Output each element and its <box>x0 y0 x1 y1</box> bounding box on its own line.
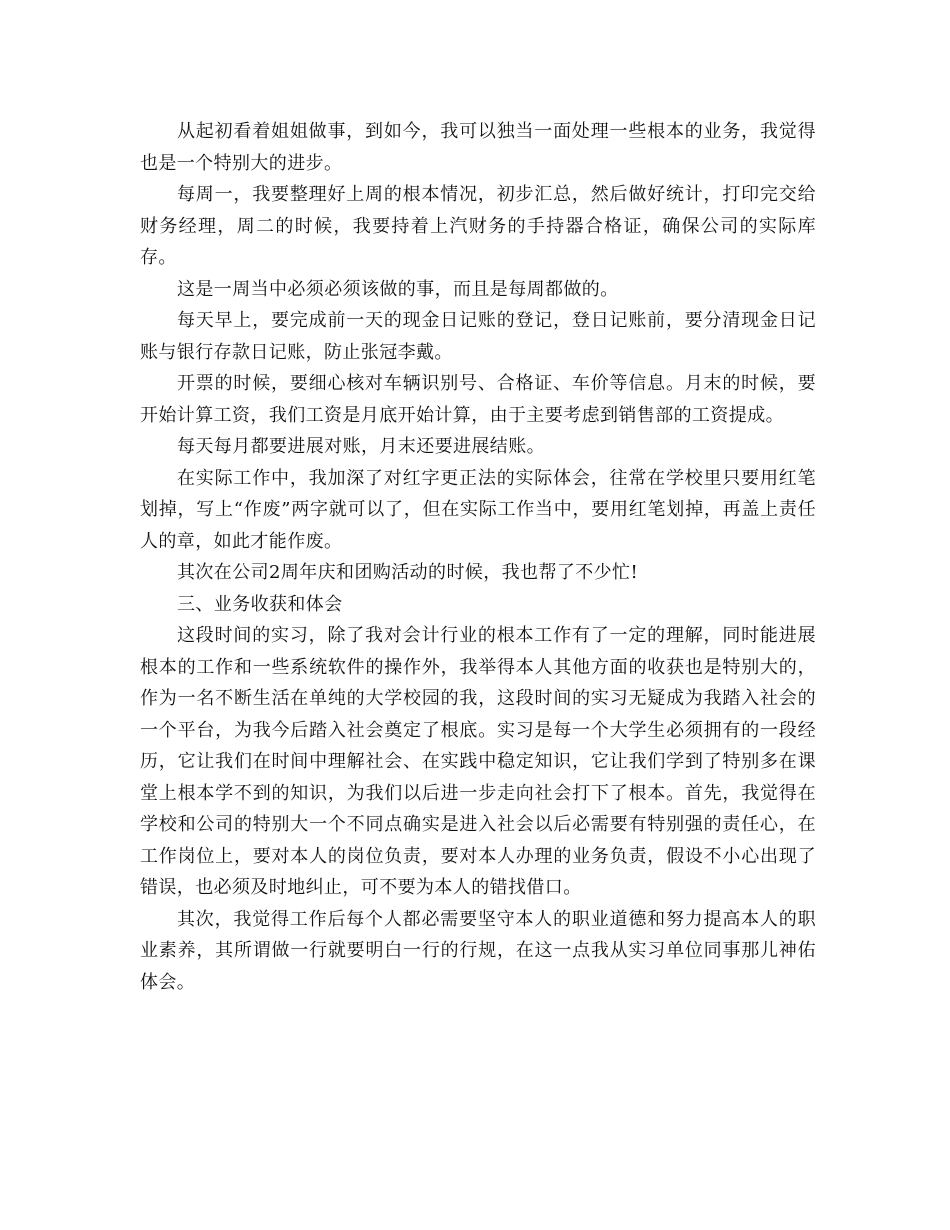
paragraph-11: 其次，我觉得工作后每个人都必需要坚守本人的职业道德和努力提高本人的职业素养，其所谓做一行就要明白一行的行规，在这一点我从实习单位同事那儿神佑体会。 <box>140 908 816 993</box>
paragraph-8: 其次在公司2周年庆和团购活动的时候，我也帮了不少忙! <box>177 562 639 583</box>
paragraph-10: 这段时间的实习，除了我对会计行业的根本工作有了一定的理解，同时能进展根本的工作和一些系统软件的操作外，我举得本人其他方面的收获也是特别大的，作为一名不断生活在单纯的大学校园的我，这段时间的实习无疑成为我踏入社会的一个平台，为我今后踏入社会奠定了根底。实习是每一个大学生必须拥有的一段经历，它让我们在时间中理解社会、在实践中稳定知识，它让我们学到了特别多在课堂上根本学不到的知识，为我们以后进一步走向社会打下了根本。首先，我觉得在学校和公司的特别大一个不同点确实是进入社会以后必需要有特别强的责任心，在工作岗位上，要对本人的岗位负责，要对本人办理的业务负责，假设不小心出现了错误，也必须及时地纠止，可不要为本人的错找借口。 <box>140 625 816 898</box>
paragraph-6: 每天每月都要进展对账，月末还要进展结账。 <box>177 436 545 457</box>
document-body <box>140 116 816 998</box>
paragraph-2: 每周一，我要整理好上周的根本情况，初步汇总，然后做好统计，打印完交给财务经理，周二的时候，我要持着上汽财务的手持器合格证，确保公司的实际库存。 <box>140 184 816 268</box>
paragraph-1: 从起初看着姐姐做事，到如今，我可以独当一面处理一些根本的业务，我觉得也是一个特别大的进步。 <box>140 121 816 174</box>
paragraph-5: 开票的时候，要细心核对车辆识别号、合格证、车价等信息。月末的时候，要开始计算工资，我们工资是月底开始计算，由于主要考虑到销售部的工资提成。 <box>140 373 816 426</box>
paragraph-4: 每天早上，要完成前一天的现金日记账的登记，登日记账前，要分清现金日记账与银行存款日记账，防止张冠李戴。 <box>140 310 816 363</box>
section-heading: 三、业务收获和体会 <box>177 593 343 615</box>
paragraph-3: 这是一周当中必须必须该做的事，而且是每周都做的。 <box>177 278 619 300</box>
paragraph-7: 在实际工作中，我加深了对红字更正法的实际体会，往常在学校里只要用红笔划掉，写上“作废”两字就可以了，但在实际工作当中，要用红笔划掉，再盖上责任人的章，如此才能作废。 <box>140 467 816 552</box>
